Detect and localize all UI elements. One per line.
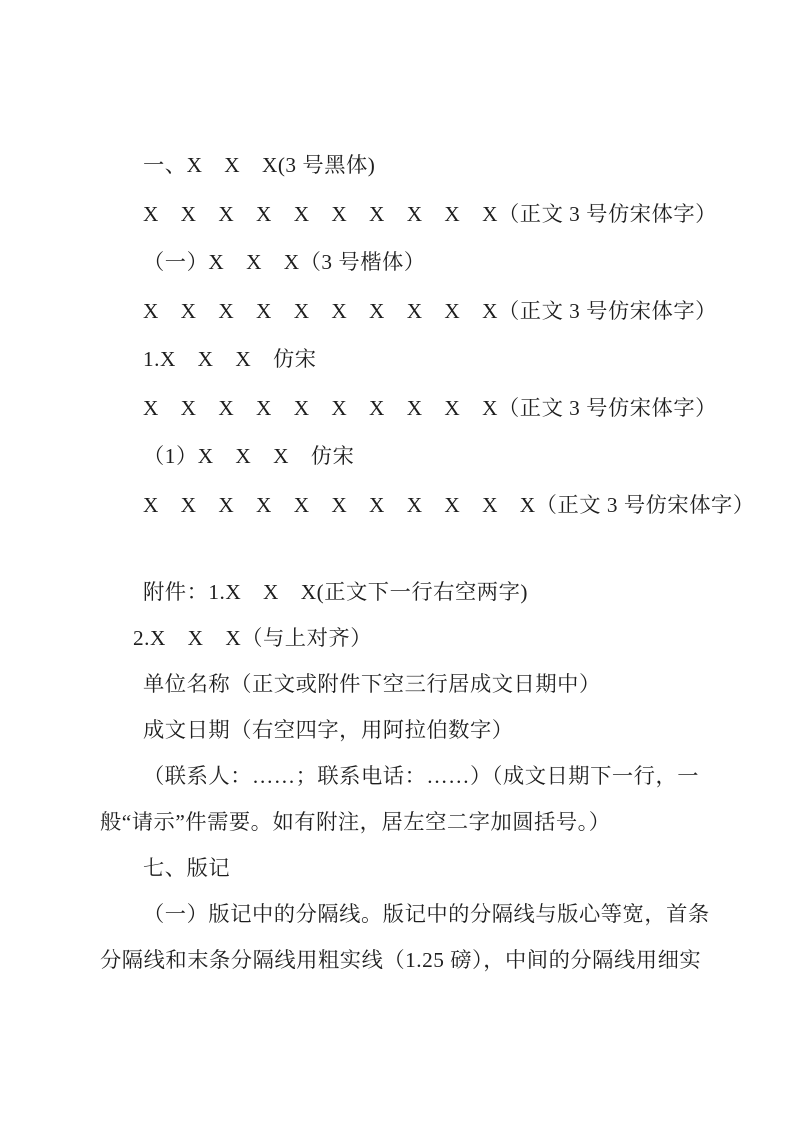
body-text-line: X X X X X X X X X X（正文 3 号仿宋体字）	[143, 395, 717, 420]
contact-note-line-1: （联系人：……；联系电话：……）（成文日期下一行，一	[143, 764, 700, 788]
body-text-line: X X X X X X X X X X（正文 3 号仿宋体字）	[143, 201, 717, 226]
body-text-line: X X X X X X X X X X（正文 3 号仿宋体字）	[143, 298, 717, 323]
date-line: 成文日期（右空四字，用阿拉伯数字）	[143, 718, 514, 742]
heading-level4-line: （1）X X X 仿宋	[143, 444, 355, 468]
separator-rule-line-1: （一）版记中的分隔线。版记中的分隔线与版心等宽，首条	[143, 902, 710, 926]
attachment-line-1: 附件：1.X X X(正文下一行右空两字)	[143, 580, 528, 604]
document-body	[100, 141, 755, 983]
heading-level2-line: （一）X X X（3 号楷体）	[143, 250, 426, 274]
issuer-name-line: 单位名称（正文或附件下空三行居成文日期中）	[143, 672, 601, 696]
section-heading-line: 七、版记	[143, 856, 231, 880]
heading-level1-line: 一、X X X(3 号黑体)	[143, 153, 376, 177]
heading-level3-line: 1.X X X 仿宋	[143, 347, 317, 371]
separator-rule-line-2: 分隔线和末条分隔线用粗实线（1.25 磅），中间的分隔线用细实	[100, 948, 702, 972]
attachment-line-2: 2.X X X（与上对齐）	[133, 626, 372, 650]
contact-note-line-2: 般“请示”件需要。如有附注，居左空二字加圆括号。）	[100, 810, 611, 834]
body-text-line: X X X X X X X X X X X（正文 3 号仿宋体字）	[143, 492, 755, 517]
